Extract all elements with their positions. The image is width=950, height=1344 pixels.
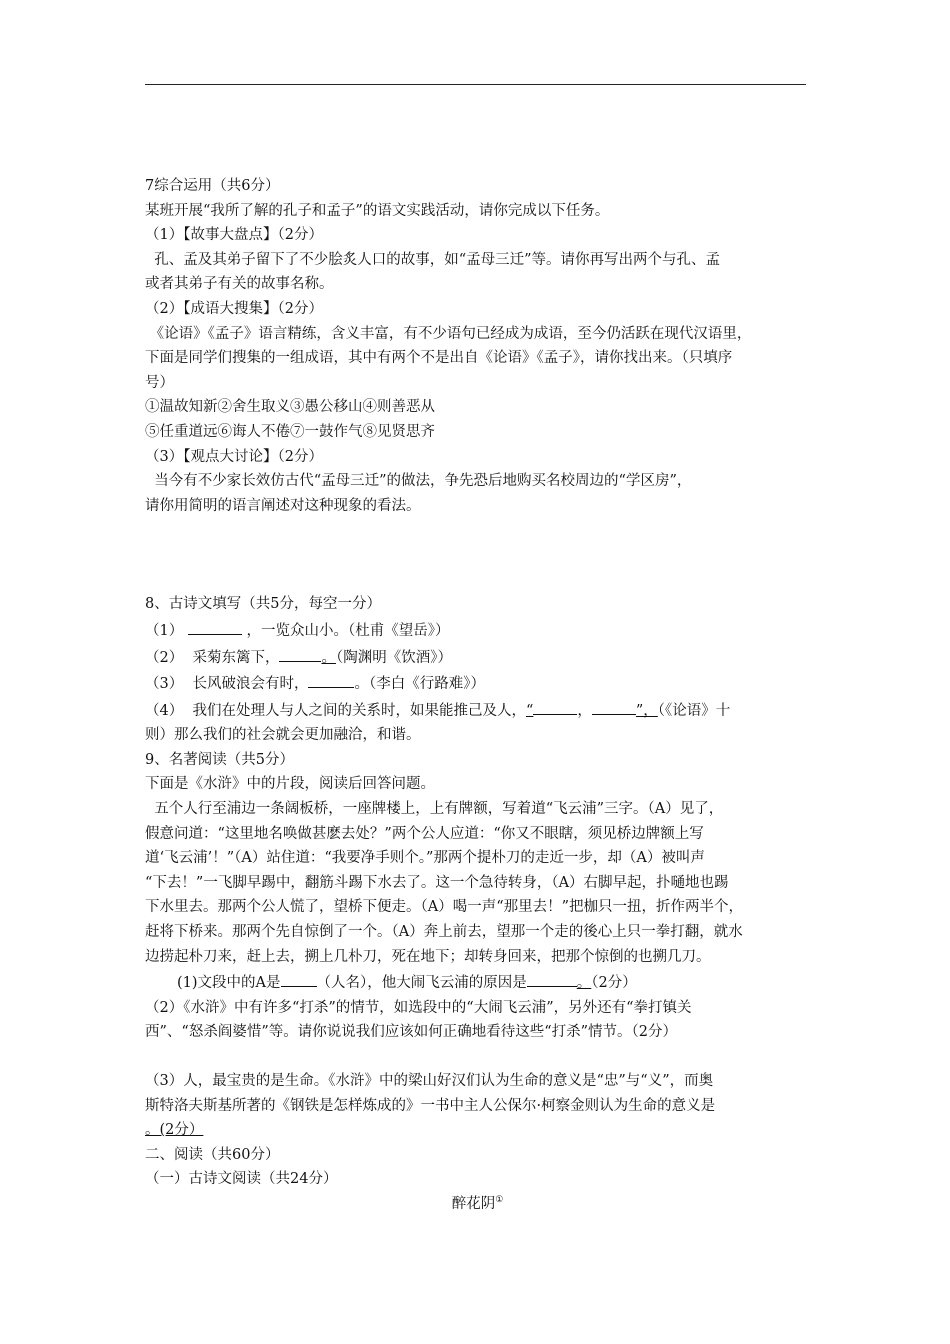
answer-space [145,1045,810,1069]
q9-part1-text: （人名），他大闹飞云浦的原因是 [316,975,527,992]
passage-line: 假意问道：“这里地名唤做甚麽去处？”两个公人应道：“你又不眼瞎，须见桥边牌额上写 [145,825,704,842]
q9-part1-period: 。 [576,975,592,992]
answer-space [145,518,810,592]
q9-part3-text: 斯特洛夫斯基所著的《钢铁是怎样炼成的》一书中主人公保尔·柯察金则认为生命的意义是 [145,1097,716,1114]
q9-part1-points: （2分） [591,975,637,992]
q9-part1-text: (1)文段中的A是 [177,975,281,992]
q7-part2-text: 《论语》《孟子》语言精练，含义丰富，有不少语句已经成为成语，至今仍活跃在现代汉语里， [145,325,752,342]
footnote-mark: ① [495,1195,504,1206]
q8-line-4-source: （《论语》十 [657,702,731,719]
q9-part3-text: （3）人，最宝贵的是生命。《水浒》中的梁山好汉们认为生命的意义是“忠”与“义”，而奥 [145,1073,714,1089]
poem-title [145,1192,810,1217]
q8-title: 8、古诗文填写（共5分，每空一分） [145,596,381,613]
fill-blank[interactable] [527,969,577,987]
q8-line-3-text: （3） 长风破浪会有时， [145,676,309,693]
q9-intro: 下面是《水浒》中的片段，阅读后回答问题。 [145,776,435,793]
q8-line-1 [145,617,810,644]
passage-line: 五个人行至浦边一条阔板桥，一座牌楼上，上有牌额，写着道“飞云浦”三字。（A）见了， [145,801,724,818]
q8-line-1-num: （1） [145,622,184,639]
passage-line: 赶将下桥来。那两个先自惊倒了一个。（A）奔上前去，望那一个走的後心上只一拳打翻，就水 [145,924,743,941]
fill-blank[interactable] [279,644,321,662]
fill-blank[interactable] [281,969,317,987]
q8-line-4-text: （4） 我们在处理人与人之间的关系时，如果能推己及人， [145,702,526,719]
q7-idiom-list: ①温故知新②舍生取义③愚公移山④则善恶从 [145,399,435,416]
fill-blank[interactable] [188,617,242,635]
q8-line-4 [145,697,810,724]
q8-close-quote: ”， [635,702,658,719]
q8-line-3-source: 。（李白《行路难》） [354,676,485,693]
q8-comma: ， [577,702,592,719]
section-title: 二、阅读（共60分） [145,1146,280,1163]
fill-blank[interactable] [533,697,577,715]
q9-part2-text: （2）《水浒》中有许多“打杀”的情节，如选段中的“大闹飞云浦”，另外还有“拳打镇关 [145,999,692,1016]
q7-part3-text: 请你用简明的语言阐述对这种现象的看法。 [145,497,421,514]
passage-line: 道‘飞云浦’！”（A）站住道：“我要净手则个。”那两个提朴刀的走近一步，却（A）被叫声 [145,850,705,867]
q8-line-3 [145,670,810,697]
q8-line-4-cont: 则）那么我们的社会就会更加融洽，和谐。 [145,727,421,744]
q9-part2-text: 西”、“怒杀阎婆惜”等。请你说说我们应该如何正确地看待这些“打杀”情节。（2分） [145,1024,678,1041]
q7-part3-text: 当今有不少家长效仿古代“孟母三迁”的做法，争先恐后地购买名校周边的“学区房”， [145,473,692,490]
q7-title: 7综合运用（共6分） [145,178,280,194]
passage-line: 下水里去。那两个公人慌了，望桥下便走。（A）喝一声“那里去！”把枷只一扭，折作两半个， [145,899,744,916]
q7-part1-text: 孔、孟及其弟子留下了不少脍炙人口的故事，如“孟母三迁”等。请你再写出两个与孔、孟 [145,251,721,268]
passage-line: “下去！”一飞脚早踢中，翻筋斗踢下水去了。这一个急待转身，（A）右脚早起，扑嗵地也踢 [145,874,729,891]
q8-open-quote: “ [525,702,534,719]
fill-blank[interactable] [592,697,636,715]
q9-part3-text: 。(2分） [145,1122,204,1139]
q7-part2-heading: （2）【成语大搜集】（2分） [145,300,323,317]
q9-title: 9、名著阅读（共5分） [145,751,294,768]
q8-line-2-text: （2） 采菊东篱下， [145,649,280,666]
q7-part1-heading: （1）【故事大盘点】（2分） [145,227,323,244]
q7-part3-heading: （3）【观点大讨论】（2分） [145,448,323,465]
exam-page [145,174,810,1217]
q7-intro: 某班开展“我所了解的孔子和孟子”的语文实践活动，请你完成以下任务。 [145,202,610,219]
q7-idiom-list: ⑤任重道远⑥诲人不倦⑦一鼓作气⑧见贤思齐 [145,423,435,440]
q8-line-2-period: 。 [321,649,336,666]
poem-title-text: 醉花阴 [451,1195,496,1212]
q8-line-2 [145,644,810,671]
q8-line-1-text: ，一览众山小。（杜甫《望岳》） [246,622,450,639]
q7-part2-text: 下面是同学们搜集的一组成语，其中有两个不是出自《论语》《孟子》，请你找出来。（只填序 [145,350,733,367]
header-rule [145,84,806,85]
fill-blank[interactable] [308,670,354,688]
q8-line-2-source: （陶渊明《饮酒》） [335,649,452,666]
subsection-title: （一）古诗文阅读（共24分） [145,1171,338,1188]
passage-line: 边捞起朴刀来，赶上去，搠上几朴刀，死在地下；却转身回来，把那个惊倒的也搠几刀。 [145,948,711,965]
q9-part1 [145,969,810,996]
q7-part1-text: 或者其弟子有关的故事名称。 [145,276,334,293]
q7-part2-text: 号） [145,374,174,391]
